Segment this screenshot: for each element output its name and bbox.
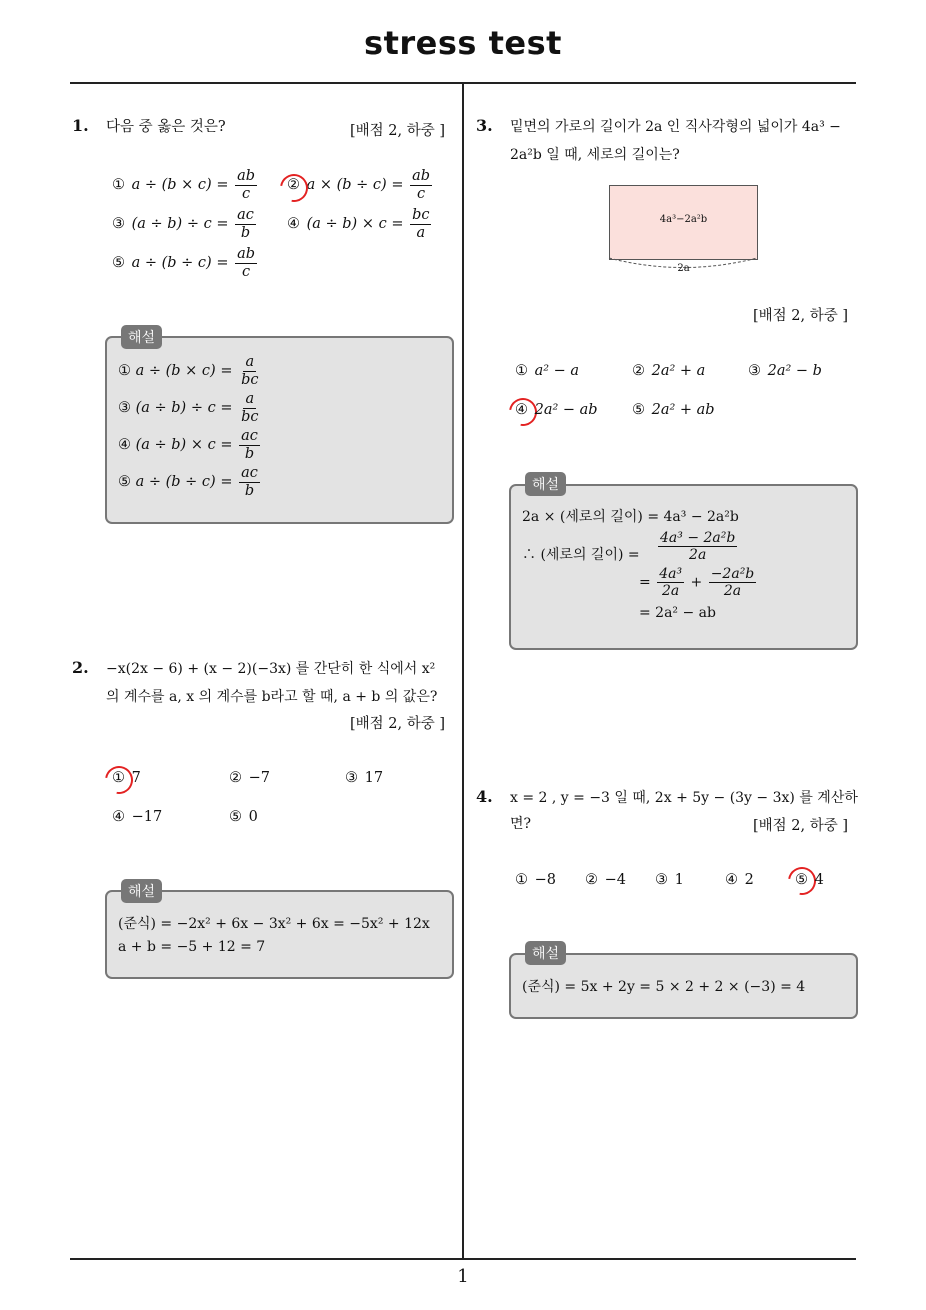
choice-expr: a ÷ (b ÷ c) = xyxy=(131,255,229,272)
question-points: [배점 2, 하중 ] xyxy=(753,818,849,834)
question-points: [배점 2, 하중 ] xyxy=(753,308,849,324)
choice-5[interactable]: ⑤ 2a² + ab xyxy=(632,402,715,418)
solution-label: 해설 xyxy=(525,472,566,496)
base-label: 2a xyxy=(677,263,690,274)
choice-mark: ① xyxy=(112,177,125,194)
question-text-line-2: 2a²b 일 때, 세로의 길이는? xyxy=(510,147,680,163)
column-divider xyxy=(462,83,464,1259)
choice-5[interactable]: ⑤ 4 xyxy=(795,872,824,888)
question-text-line-2: 면? xyxy=(510,816,532,832)
choice-3[interactable]: ③ 2a² − b xyxy=(748,363,822,379)
question-number: 2. xyxy=(72,658,89,677)
solution-line: (준식) = −2x² + 6x − 3x² + 6x = −5x² + 12x xyxy=(118,916,430,932)
question-number: 1. xyxy=(72,116,89,135)
choice-expr: a ÷ (b × c) = xyxy=(131,177,229,194)
area-label: 4a³−2a²b xyxy=(659,214,708,225)
solution-label: 해설 xyxy=(121,879,162,903)
solution-split-line: = $\frac{\text{4a³}}{2a}$ + $\frac{\text{−2a²b}}{2a}$ xyxy=(639,566,755,600)
choice-mark: ③ xyxy=(112,216,125,233)
solution-line: 2a × (세로의 길이) = 4a³ − 2a²b xyxy=(522,509,739,525)
choice-fraction: $\frac{ab}{c}$ xyxy=(237,168,256,202)
solution-line: a + b = −5 + 12 = 7 xyxy=(118,939,266,955)
choice-4[interactable] xyxy=(285,207,433,241)
choice-fraction: $\frac{bc}{a}$ xyxy=(412,207,430,241)
question-points: [배점 2, 하중 ] xyxy=(350,716,446,732)
question-text: 다음 중 옳은 것은? xyxy=(106,119,226,135)
question-number: 4. xyxy=(476,787,493,806)
choice-2[interactable]: ② −4 xyxy=(585,872,626,888)
solution-line: (준식) = 5x + 2y = 5 × 2 + 2 × (−3) = 4 xyxy=(522,979,806,995)
page-number: 1 xyxy=(457,1266,469,1287)
solution-fraction: $\frac{\text{4a³ − 2a²b}}{2a}$ xyxy=(660,530,736,564)
choice-fraction: $\frac{ab}{c}$ xyxy=(412,168,431,202)
choice-mark: ④ xyxy=(287,216,300,233)
solution-box xyxy=(105,890,454,979)
choice-1[interactable]: ① a² − a xyxy=(515,363,580,379)
solution-line: ⑤ a ÷ (b ÷ c) = $\frac{ac}{b}$ xyxy=(118,465,258,499)
choice-expr: a × (b ÷ c) = xyxy=(306,177,404,194)
choice-5[interactable] xyxy=(110,246,259,280)
solution-final: = 2a² − ab xyxy=(639,605,716,621)
choice-1[interactable]: ① −8 xyxy=(515,872,556,888)
choice-expr: (a ÷ b) × c = xyxy=(306,216,404,233)
solution-line: ① a ÷ (b × c) = $\frac{a}{bc}$ xyxy=(118,354,259,388)
solution-label: 해설 xyxy=(525,941,566,965)
choice-mark: ⑤ xyxy=(112,255,125,272)
question-text-line-2: 의 계수를 a, x 의 계수를 b라고 할 때, a + b 의 값은? xyxy=(106,689,438,705)
solution-line: ③ (a ÷ b) ÷ c = $\frac{a}{bc}$ xyxy=(118,391,259,425)
choice-fraction: $\frac{ac}{b}$ xyxy=(237,207,254,241)
question-text-line-1: −x(2x − 6) + (x − 2)(−3x) 를 간단히 한 식에서 x² xyxy=(106,661,436,677)
choice-2[interactable]: ② 2a² + a xyxy=(632,363,706,379)
question-text-line-1: x = 2 , y = −3 일 때, 2x + 5y − (3y − 3x) 를 계산하 xyxy=(510,790,858,806)
choice-4[interactable]: ④ 2 xyxy=(725,872,754,888)
choice-expr: (a ÷ b) ÷ c = xyxy=(131,216,229,233)
choice-fraction: $\frac{ab}{c}$ xyxy=(237,246,256,280)
choice-1[interactable] xyxy=(110,168,259,202)
choice-3[interactable]: ③ 1 xyxy=(655,872,684,888)
choice-4[interactable]: ④ 2a² − ab xyxy=(515,402,598,418)
choice-3[interactable] xyxy=(110,207,258,241)
choice-4[interactable]: ④ −17 xyxy=(112,809,163,825)
question-number: 3. xyxy=(476,116,493,135)
question-text-line-1: 밑면의 가로의 길이가 2a 인 직사각형의 넓이가 4a³ − xyxy=(510,119,841,135)
choice-2[interactable]: ② −7 xyxy=(229,770,270,786)
choice-3[interactable]: ③ 17 xyxy=(345,770,384,786)
question-points: [배점 2, 하중 ] xyxy=(350,123,446,139)
solution-line: ④ (a ÷ b) × c = $\frac{ac}{b}$ xyxy=(118,428,258,462)
choice-1[interactable]: ① 7 xyxy=(112,770,141,786)
footer-rule xyxy=(70,1258,856,1260)
page-title: stress test xyxy=(364,24,562,62)
solution-therefore: ∴ (세로의 길이) = xyxy=(522,547,640,563)
solution-label: 해설 xyxy=(121,325,162,349)
choice-mark: ② xyxy=(287,177,300,194)
choice-5[interactable]: ⑤ 0 xyxy=(229,809,258,825)
